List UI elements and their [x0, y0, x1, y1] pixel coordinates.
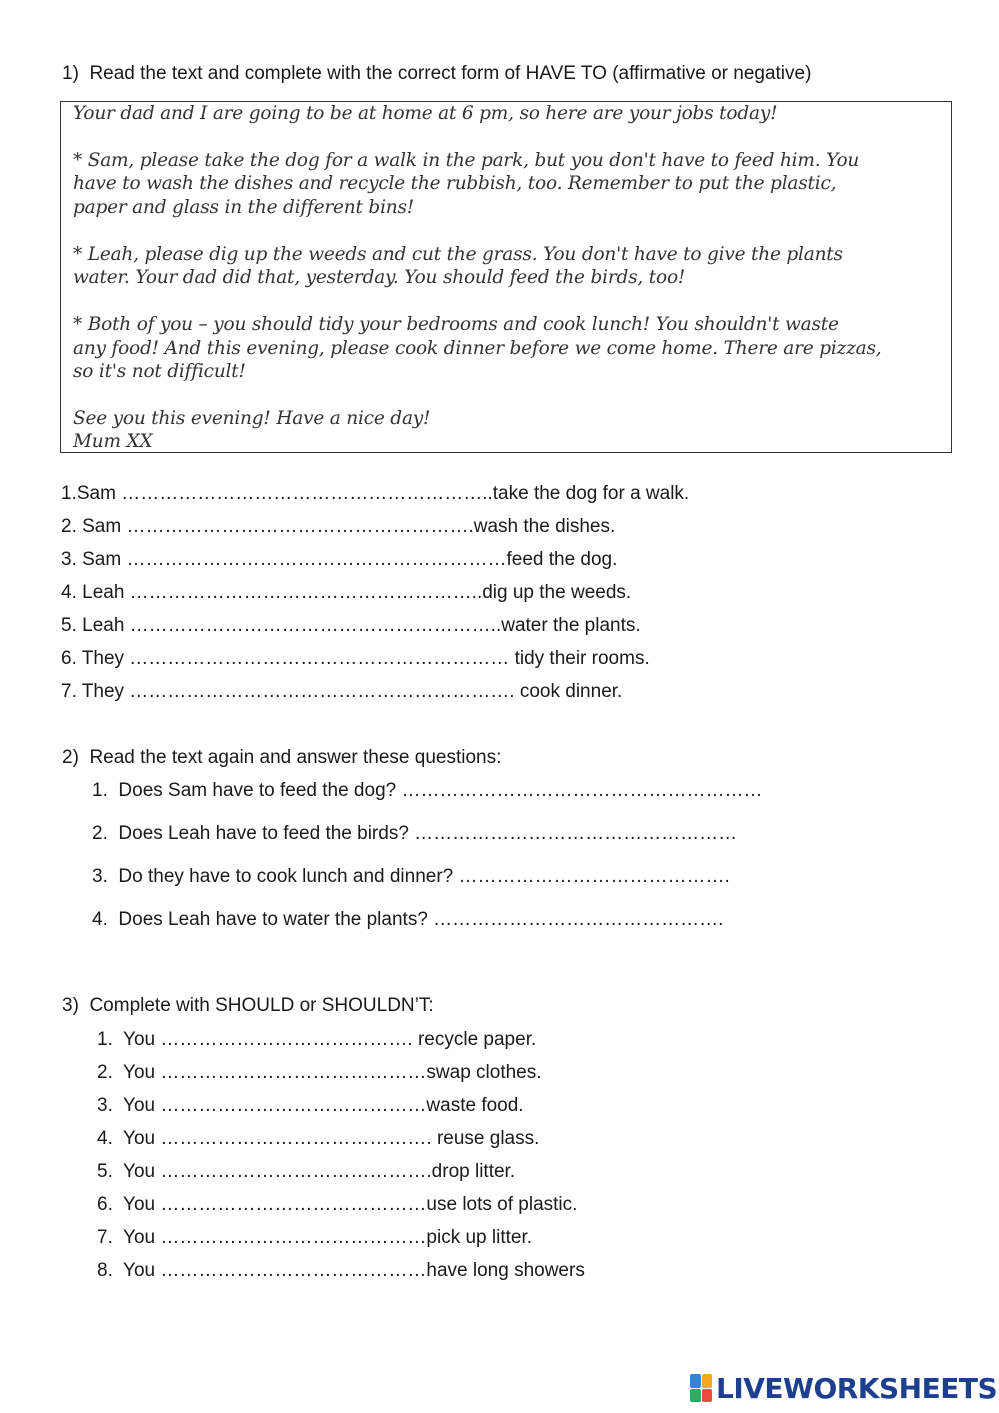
fill-in-item[interactable]: 2. Sam ……………………………………………….wash the dishes.: [61, 516, 616, 537]
should-item[interactable]: 3. You ……………………………………waste food.: [97, 1095, 524, 1116]
should-item[interactable]: 7. You ……………………………………pick up litter.: [97, 1227, 533, 1248]
letter-line: * Both of you – you should tidy your bedrooms and cook lunch! You shouldn't waste: [73, 314, 839, 335]
fill-in-item[interactable]: 5. Leah …………………………………………………..water the plants.: [61, 615, 641, 636]
letter-line: any food! And this evening, please cook dinner before we come home. There are pizzas,: [73, 338, 882, 359]
fill-in-item[interactable]: 6. They …………………………………………………… tidy their rooms.: [61, 648, 650, 669]
fill-in-item[interactable]: 4. Leah ………………………………………………..dig up the weeds.: [61, 582, 632, 603]
should-item[interactable]: 2. You ……………………………………swap clothes.: [97, 1062, 542, 1083]
question-item[interactable]: 1. Does Sam have to feed the dog? …………………………………………………: [92, 780, 763, 801]
should-item[interactable]: 4. You ……………………………………. reuse glass.: [97, 1128, 540, 1149]
should-item[interactable]: 8. You ……………………………………have long showers: [97, 1260, 585, 1281]
section3-heading: 3) Complete with SHOULD or SHOULDN’T:: [62, 995, 434, 1016]
question-item[interactable]: 4. Does Leah have to water the plants? ……………………………………….: [92, 909, 724, 930]
question-item[interactable]: 2. Does Leah have to feed the birds? ……………………………………………: [92, 823, 738, 844]
letter-line: Your dad and I are going to be at home at 6 pm, so here are your jobs today!: [73, 103, 778, 124]
letter-line: so it's not difficult!: [73, 361, 246, 382]
should-item[interactable]: 6. You ……………………………………use lots of plastic.: [97, 1194, 578, 1215]
should-item[interactable]: 1. You …………………………………. recycle paper.: [97, 1029, 537, 1050]
letter-line: paper and glass in the different bins!: [73, 197, 415, 218]
fill-in-item[interactable]: 3. Sam ……………………………………………………feed the dog.: [61, 549, 618, 570]
letter-line: water. Your dad did that, yesterday. You should feed the birds, too!: [73, 267, 686, 288]
letter-line: have to wash the dishes and recycle the rubbish, too. Remember to put the plastic,: [73, 173, 837, 194]
letter-line: See you this evening! Have a nice day!: [73, 408, 431, 429]
should-item[interactable]: 5. You …………………………………….drop litter.: [97, 1161, 516, 1182]
section2-heading: 2) Read the text again and answer these questions:: [62, 747, 502, 768]
fill-in-item[interactable]: 1.Sam …………………………………………………..take the dog for a walk.: [61, 483, 690, 504]
question-item[interactable]: 3. Do they have to cook lunch and dinner? …………………………………….: [92, 866, 730, 887]
section1-heading: 1) Read the text and complete with the correct form of HAVE TO (affirmative or negative): [62, 63, 812, 84]
letter-line: * Leah, please dig up the weeds and cut the grass. You don't have to give the plants: [73, 244, 843, 265]
logo-mark-icon: [690, 1374, 712, 1402]
letter-signature: Mum XX: [73, 431, 153, 452]
letter-line: * Sam, please take the dog for a walk in the park, but you don't have to feed him. You: [73, 150, 860, 171]
liveworksheets-logo[interactable]: [690, 1370, 997, 1406]
logo-text: LIVEWORKSHEETS: [716, 1371, 998, 1405]
fill-in-item[interactable]: 7. They ……………………………………………………. cook dinner.: [61, 681, 623, 702]
